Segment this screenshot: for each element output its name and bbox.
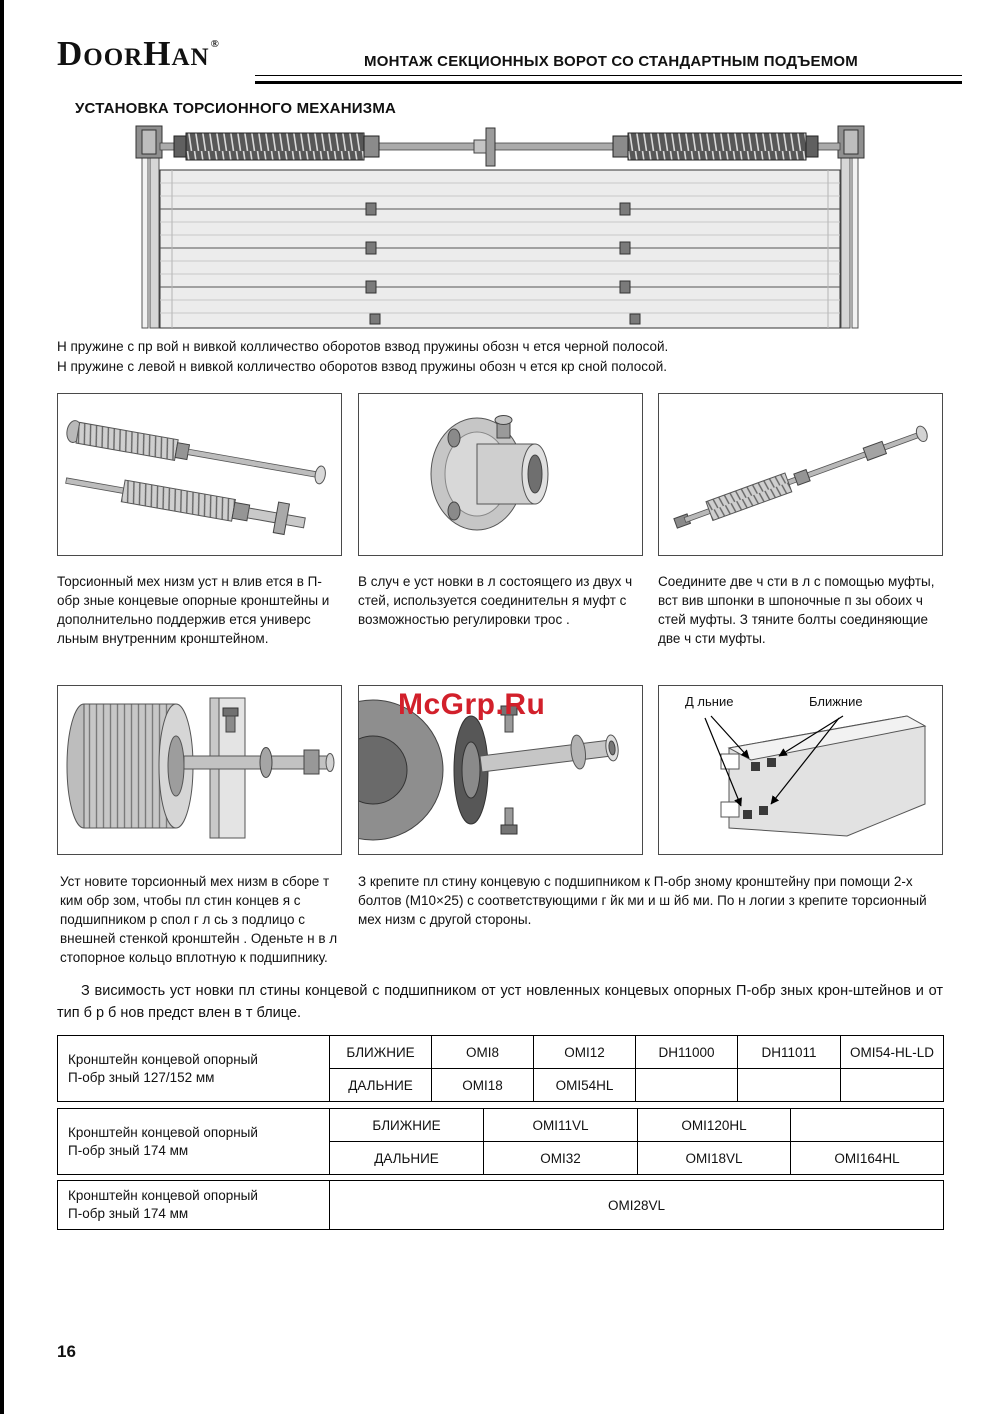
figure-coupling (358, 393, 643, 556)
caption-torsion-springs: Торсионный мех низм уст н влив ется в П-обр зные концевые опорные кронштейны и дополнительно поддержив ется универс льным внутренним кронштейном. (57, 574, 330, 646)
table-cell (841, 1069, 944, 1102)
figure-shaft-assembly (658, 393, 943, 556)
caption-end-plate: З крепите пл стину концевую с подшипником к П-обр зному кронштейну при помощи 2-х болтов (М10×25) с соответствующими г йк ми и ш йб ми. По н логии з крепите торсионный мех низм с другой стороны. (358, 874, 927, 927)
table-cell: DH11000 (636, 1036, 738, 1069)
bracket-table-174-single (57, 1180, 944, 1230)
page-number: 16 (57, 1342, 76, 1361)
table-cell: OMI120HL (638, 1109, 791, 1142)
doorhan-logo (57, 34, 220, 74)
table-cell: OMI18VL (638, 1142, 791, 1175)
table-row (58, 1109, 944, 1142)
table-cell (738, 1069, 841, 1102)
header-rule-thick (255, 81, 962, 84)
table-cell: БЛИЖНИЕ (330, 1109, 484, 1142)
table-row-header (58, 1036, 330, 1102)
row-header-line1: Кронштейн концевой опорный (68, 1188, 258, 1203)
row-header-line1: Кронштейн концевой опорный (68, 1124, 258, 1140)
table-cell: OMI8 (432, 1036, 534, 1069)
table-cell (636, 1069, 738, 1102)
figure-bracket-holes (658, 685, 943, 855)
spring-note-line1: Н пружине с пр вой н вивкой колличество оборотов взвод пружины обозн ч ется черной полосой. (57, 339, 669, 354)
header-rule-thin (255, 75, 962, 76)
table-row-header (58, 1109, 330, 1175)
table-cell: OMI12 (534, 1036, 636, 1069)
table-cell (791, 1109, 944, 1142)
figure-cable-drum (57, 685, 342, 855)
bracket-table-127-152 (57, 1035, 944, 1102)
spring-note-line2: Н пружине с левой н вивкой колличество оборотов взвод пружины обозн ч ется кр сной полосой. (57, 359, 667, 374)
table-cell: DH11011 (738, 1036, 841, 1069)
figure-torsion-springs (57, 393, 342, 556)
page-header-title: МОНТАЖ СЕКЦИОННЫХ ВОРОТ СО СТАНДАРТНЫМ ПОДЪЕМОМ (364, 53, 858, 70)
cable-drum-drawing (58, 686, 341, 854)
table-intro-paragraph: З висимость уст новки пл стины концевой с подшипником от уст новленных концевых опорных П-обр зных крон-штейнов и от тип б р б нов предст влен в т блице. (57, 983, 943, 1021)
table-cell: БЛИЖНИЕ (330, 1036, 432, 1069)
table-cell: ДАЛЬНИЕ (330, 1142, 484, 1175)
spring-note (57, 337, 957, 377)
section-title: УСТАНОВКА ТОРСИОННОГО МЕХАНИЗМА (75, 100, 397, 117)
registered-mark: ® (210, 38, 220, 50)
table-cell: OMI18 (432, 1069, 534, 1102)
row-header-line2: П-обр зный 174 мм (68, 1142, 189, 1158)
table-row (58, 1181, 944, 1230)
table-cell: OMI54-HL-LD (841, 1036, 944, 1069)
table-cell: OMI11VL (484, 1109, 638, 1142)
door-assembly-figure (130, 124, 870, 336)
table-cell: ДАЛЬНИЕ (330, 1069, 432, 1102)
row-header-line2: П-обр зный 127/152 мм (68, 1069, 215, 1085)
table-cell: OMI54HL (534, 1069, 636, 1102)
table-row (58, 1036, 944, 1069)
torsion-springs-drawing (58, 394, 341, 555)
logo-text: DoorHan (57, 34, 210, 73)
door-assembly-drawing (130, 124, 870, 336)
bracket-holes-drawing (659, 686, 942, 854)
row-header-line1: Кронштейн концевой опорный (68, 1051, 258, 1067)
label-near-holes: Ближние (809, 694, 863, 709)
table-cell: OMI32 (484, 1142, 638, 1175)
caption-cable-drum: Уст новите торсионный мех низм в сборе т ким обр зом, чтобы пл стин концев я с подшипником р спол г л сь з подлицо с внешней стенкой кронштейн . Оденьте н в л стопорное кольцо вплотную к подшипнику. (60, 874, 338, 965)
bracket-table-174 (57, 1108, 944, 1175)
coupling-drawing (359, 394, 642, 555)
caption-coupling: В случ е уст новки в л состоящего из двух ч стей, используется соединительн я муфт с возможностью регулировки трос . (358, 574, 633, 627)
table-row-header (58, 1181, 330, 1230)
caption-shaft-assembly: Соедините две ч сти в л с помощью муфты, вст вив шпонки в шпоночные п зы обоих ч стей муфты. З тяните болты соединяющие две ч сти муфты. (658, 574, 935, 646)
watermark: McGrp.Ru (398, 688, 546, 721)
table-cell: OMI28VL (330, 1181, 944, 1230)
label-far-holes: Д льние (685, 694, 734, 709)
table-cell: OMI164HL (791, 1142, 944, 1175)
shaft-assembly-drawing (659, 394, 942, 555)
row-header-line2: П-обр зный 174 мм (68, 1206, 189, 1221)
scan-edge-artifact (0, 0, 4, 1414)
